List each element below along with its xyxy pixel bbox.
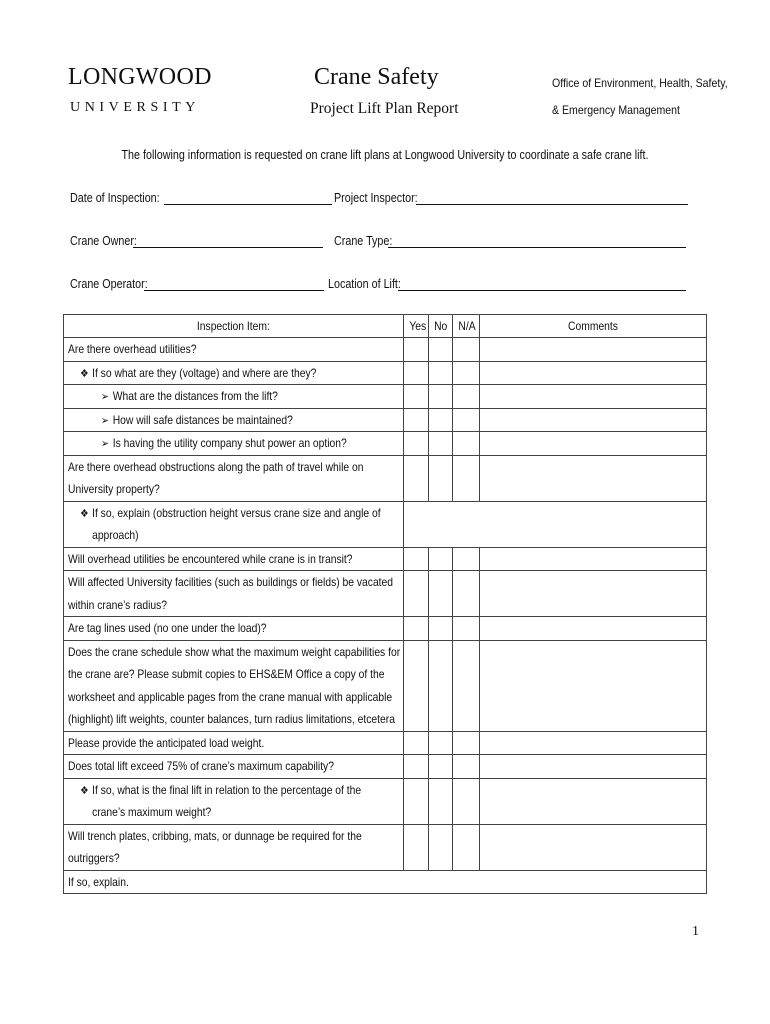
yes-cell[interactable] xyxy=(404,824,429,870)
intro-text: The following information is requested on crane lift plans at Longwood University to coordinate a safe crane lift. xyxy=(121,148,649,162)
crane-type-field xyxy=(334,233,686,248)
crane-operator-label: Crane Operator: xyxy=(70,277,148,291)
comments-cell[interactable] xyxy=(480,617,707,641)
crane-owner-label: Crane Owner: xyxy=(70,234,137,248)
comments-cell[interactable] xyxy=(480,824,707,870)
item-cell: Does the crane schedule show what the maximum weight capabilities for the crane are? Please submit copies to EHS&EM Office a copy of the worksheet and applicable pages from the crane manual with applicable (highlight) lift weights, counter balances, turn radius limitations, etcetera xyxy=(64,640,404,731)
header-yes: Yes xyxy=(404,315,429,338)
table-row xyxy=(64,547,707,571)
no-cell[interactable] xyxy=(429,361,453,385)
comments-cell[interactable] xyxy=(480,361,707,385)
item-cell: Are there overhead obstructions along the path of travel while on University property? xyxy=(64,455,404,501)
comments-cell[interactable] xyxy=(480,408,707,432)
arrow-bullet-icon: ➢ xyxy=(101,391,109,403)
table-row xyxy=(64,755,707,779)
yes-cell[interactable] xyxy=(404,408,429,432)
document-title: Crane Safety xyxy=(314,64,439,90)
table-row xyxy=(64,501,707,547)
no-cell[interactable] xyxy=(429,640,453,731)
no-cell[interactable] xyxy=(429,455,453,501)
diamond-bullet-icon: ❖ xyxy=(80,367,89,380)
header-na: N/A xyxy=(453,315,480,338)
table-row xyxy=(64,617,707,641)
document-subtitle: Project Lift Plan Report xyxy=(310,100,459,117)
comments-cell[interactable] xyxy=(480,640,707,731)
na-cell[interactable] xyxy=(453,432,480,456)
na-cell[interactable] xyxy=(453,778,480,824)
comments-cell[interactable] xyxy=(480,571,707,617)
comments-cell[interactable] xyxy=(480,778,707,824)
item-cell: ❖ If so, what is the final lift in relation to the percentage of the crane’s maximum weight? xyxy=(64,778,404,824)
location-of-lift-label: Location of Lift: xyxy=(328,277,401,291)
no-cell[interactable] xyxy=(429,385,453,409)
yes-cell[interactable] xyxy=(404,571,429,617)
yes-cell[interactable] xyxy=(404,547,429,571)
na-cell[interactable] xyxy=(453,640,480,731)
no-cell[interactable] xyxy=(429,778,453,824)
table-row xyxy=(64,824,707,870)
table-row xyxy=(64,408,707,432)
diamond-bullet-icon: ❖ xyxy=(80,784,89,797)
na-cell[interactable] xyxy=(453,731,480,755)
crane-type-label: Crane Type: xyxy=(334,234,393,248)
project-inspector-field xyxy=(334,190,688,205)
yes-cell[interactable] xyxy=(404,432,429,456)
na-cell[interactable] xyxy=(453,824,480,870)
item-cell: ❖ If so, explain (obstruction height versus crane size and angle of approach) xyxy=(64,501,404,547)
no-cell[interactable] xyxy=(429,617,453,641)
no-cell[interactable] xyxy=(429,755,453,779)
inspection-table xyxy=(63,314,707,894)
date-of-inspection-label: Date of Inspection: xyxy=(70,191,160,205)
project-inspector-line[interactable] xyxy=(416,190,688,205)
yes-cell[interactable] xyxy=(404,338,429,362)
arrow-bullet-icon: ➢ xyxy=(101,414,109,427)
na-cell[interactable] xyxy=(453,385,480,409)
item-cell: Will overhead utilities be encountered while crane is in transit? xyxy=(64,547,404,571)
table-row xyxy=(64,385,707,409)
project-inspector-label: Project Inspector: xyxy=(334,191,418,205)
no-cell[interactable] xyxy=(429,338,453,362)
page-number: 1 xyxy=(692,924,699,939)
university-logo-subtitle: UNIVERSITY xyxy=(70,100,200,115)
item-cell: Are tag lines used (no one under the load)? xyxy=(64,617,404,641)
comments-cell[interactable] xyxy=(480,455,707,501)
table-row xyxy=(64,640,707,731)
na-cell[interactable] xyxy=(453,571,480,617)
table-row xyxy=(64,571,707,617)
comments-cell[interactable] xyxy=(480,432,707,456)
header-comments: Comments xyxy=(480,315,707,338)
university-logo-name: LONGWOOD xyxy=(68,64,212,90)
item-cell: Please provide the anticipated load weight. xyxy=(64,731,404,755)
office-name-line-2: & Emergency Management xyxy=(552,103,680,117)
table-row xyxy=(64,432,707,456)
na-cell[interactable] xyxy=(453,338,480,362)
no-cell[interactable] xyxy=(429,824,453,870)
crane-type-line[interactable] xyxy=(388,233,686,248)
item-cell: ➢ What are the distances from the lift? xyxy=(64,385,404,409)
header-inspection-item: Inspection Item: xyxy=(64,315,404,338)
arrow-bullet-icon: ➢ xyxy=(101,438,109,450)
crane-operator-field xyxy=(70,276,324,291)
item-cell-full-width[interactable]: If so, explain. xyxy=(64,870,707,894)
yes-cell[interactable] xyxy=(404,455,429,501)
table-row xyxy=(64,778,707,824)
yes-cell[interactable] xyxy=(404,617,429,641)
crane-operator-line[interactable] xyxy=(144,276,324,291)
comments-cell[interactable] xyxy=(480,338,707,362)
table-header-row xyxy=(64,315,707,338)
office-name-line-1: Office of Environment, Health, Safety, xyxy=(552,76,728,90)
yes-cell[interactable] xyxy=(404,361,429,385)
header-no: No xyxy=(429,315,453,338)
item-cell: Will affected University facilities (such as buildings or fields) be vacated within crane’s radius? xyxy=(64,571,404,617)
yes-cell[interactable] xyxy=(404,385,429,409)
no-cell[interactable] xyxy=(429,408,453,432)
location-of-lift-field xyxy=(328,276,686,291)
table-row xyxy=(64,338,707,362)
na-cell[interactable] xyxy=(453,455,480,501)
table-row xyxy=(64,361,707,385)
comments-cell[interactable] xyxy=(480,547,707,571)
date-of-inspection-line[interactable] xyxy=(164,190,332,205)
diamond-bullet-icon: ❖ xyxy=(80,507,89,520)
item-cell: ➢ Is having the utility company shut power an option? xyxy=(64,432,404,456)
na-cell[interactable] xyxy=(453,361,480,385)
table-row xyxy=(64,731,707,755)
yes-cell[interactable] xyxy=(404,640,429,731)
location-of-lift-line[interactable] xyxy=(398,276,686,291)
na-cell[interactable] xyxy=(453,408,480,432)
yes-cell[interactable] xyxy=(404,778,429,824)
na-cell[interactable] xyxy=(453,755,480,779)
item-cell: ❖ If so what are they (voltage) and where are they? xyxy=(64,361,404,385)
crane-owner-line[interactable] xyxy=(133,233,323,248)
merged-answer-cell[interactable] xyxy=(404,501,707,547)
yes-cell[interactable] xyxy=(404,731,429,755)
no-cell[interactable] xyxy=(429,731,453,755)
yes-cell[interactable] xyxy=(404,755,429,779)
comments-cell[interactable] xyxy=(480,731,707,755)
no-cell[interactable] xyxy=(429,547,453,571)
item-cell: Are there overhead utilities? xyxy=(64,338,404,362)
no-cell[interactable] xyxy=(429,432,453,456)
table-row xyxy=(64,870,707,894)
comments-cell[interactable] xyxy=(480,385,707,409)
item-cell: ➢ How will safe distances be maintained? xyxy=(64,408,404,432)
na-cell[interactable] xyxy=(453,547,480,571)
na-cell[interactable] xyxy=(453,617,480,641)
item-cell: Does total lift exceed 75% of crane’s maximum capability? xyxy=(64,755,404,779)
item-cell: Will trench plates, cribbing, mats, or dunnage be required for the outriggers? xyxy=(64,824,404,870)
comments-cell[interactable] xyxy=(480,755,707,779)
crane-owner-field xyxy=(70,233,323,248)
table-row xyxy=(64,455,707,501)
date-of-inspection-field xyxy=(70,190,332,205)
no-cell[interactable] xyxy=(429,571,453,617)
